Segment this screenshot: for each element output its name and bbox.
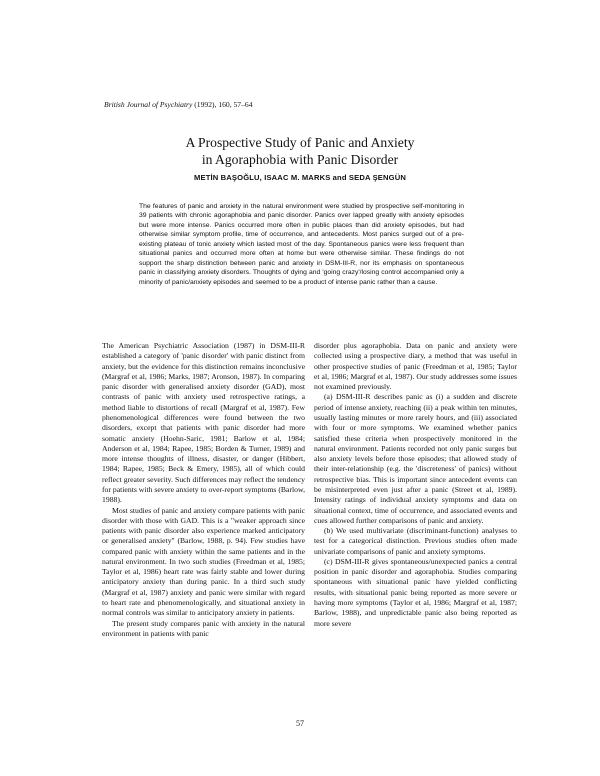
body-column-left bbox=[102, 341, 305, 639]
paragraph: The present study compares panic with anxiety in the natural environment in patients with panic bbox=[102, 618, 305, 638]
abstract: The features of panic and anxiety in the natural environment were studied by prospective self-monitoring in 39 patients with chronic agoraphobia and panic disorder. Panics over lapped greatly with anxiety episodes but were more intense. Panics occurred more often in public places than did anxiety episodes, but had otherwise similar symptom profile, time of occurrence, and antecedents. Most panics surged out of a pre-existing plateau of tonic anxiety which lasted most of the day. Spontaneous panics were less frequent than situational panics and occurred more often at home but were otherwise similar. These findings do not support the sharp distinction between panic and anxiety in DSM-III-R, nor its emphasis on spontaneous panic in classifying anxiety disorders. Thoughts of dying and 'going crazy'/losing control accompanied only a minority of panic/anxiety episodes and seemed to be a product of intense panic rather than a cause. bbox=[139, 203, 464, 286]
title-line-2: in Agoraphobia with Panic Disorder bbox=[201, 152, 399, 167]
title-line-1: A Prospective Study of Panic and Anxiety bbox=[185, 135, 415, 150]
paragraph: (a) DSM-III-R describes panic as (i) a sudden and discrete period of intense anxiety, reaching (ii) a peak within ten minutes, usually lasting minutes or more rarely hours, and (iii) associated with four or more symptoms. We examined whether panics satisfied these criteria when prospectively monitored in the natural environment. Patients recorded not only panic surges but also anxiety levels before those episodes; that allowed study of their inter-relationship (e.g. the 'discreteness' of panics) without retrospective bias. This is important since antecedent events can be misinterpreted even just after a panic (Street et al, 1989). Intensity ratings of individual anxiety symptoms and data on situational context, time of occurrence, and associated events and cues allowed further comparisons of panic and anxiety. bbox=[314, 392, 517, 525]
page-number: 57 bbox=[296, 719, 304, 728]
author-list: METİN BAŞOĞLU, ISAAC M. MARKS and SEDA ŞENGÜN bbox=[194, 173, 406, 182]
article-title bbox=[100, 134, 500, 168]
paragraph: (c) DSM-III-R gives spontaneous/unexpected panics a central position in panic disorder and agoraphobia. Studies comparing spontaneous with situational panic have yielded conflicting results, with situational panic being reported as more severe or having more symptoms (Taylor et al, 1986; Margraf et al, 1987; Barlow, 1988), and unpredictable panic also being reported as more severe bbox=[314, 556, 517, 628]
paragraph: disorder plus agoraphobia. Data on panic and anxiety were collected using a prospective diary, a method that was useful in other prospective studies of panic (Freedman et al, 1985; Taylor et al, 1986; Margraf et al, 1987). Our study addresses some issues not examined previously. bbox=[314, 341, 517, 392]
journal-volume-pages: (1992), 160, 57–64 bbox=[194, 100, 253, 109]
body-column-right bbox=[314, 341, 517, 629]
journal-citation bbox=[104, 100, 253, 109]
journal-name: British Journal of Psychiatry bbox=[104, 100, 193, 109]
paragraph: Most studies of panic and anxiety compare patients with panic disorder with those with GAD. This is a "weaker approach since patients with panic disorder also experience marked anticipatory or generalised anxiety" (Barlow, 1988, p. 94). Few studies have compared panic with anxiety within the same patients and in the natural environment. In two such studies (Freedman et al, 1985; Taylor et al, 1986) heart rate was fairly stable and lower during anticipatory anxiety than during panic. In a third such study (Margraf et al, 1987) anxiety and panic were similar with regard to heart rate and phenomenologically, and situational anxiety in normal controls was similar to anticipatory anxiety in patients. bbox=[102, 505, 305, 618]
paragraph: The American Psychiatric Association (1987) in DSM-III-R established a category of 'panic disorder' with panic distinct from anxiety, but the evidence for this distinction remains inconclusive (Margraf et al, 1986; Marks, 1987; Aronson, 1987). In comparing panic disorder with generalised anxiety disorder (GAD), most contrasts of panic with anxiety used retrospective ratings, a method liable to distortions of recall (Margraf et al, 1987). Few phenomenological differences were found between the two disorders, except that patients with panic disorder had more somatic anxiety (Hoehn-Saric, 1981; Barlow et al, 1984; Anderson et al, 1984; Rapee, 1985; Borden & Turner, 1989) and more intense thoughts of illness, disaster, or danger (Hibbert, 1984; Rapee, 1985; Beck & Emery, 1985), all of which could reflect greater severity. Such differences may reflect the tendency for patients with severe anxiety to over-report symptoms (Barlow, 1988). bbox=[102, 341, 305, 505]
paragraph: (b) We used multivariate (discriminant-function) analyses to test for a categorical distinction. Previous studies often made univariate comparisons of panic and anxiety symptoms. bbox=[314, 526, 517, 556]
